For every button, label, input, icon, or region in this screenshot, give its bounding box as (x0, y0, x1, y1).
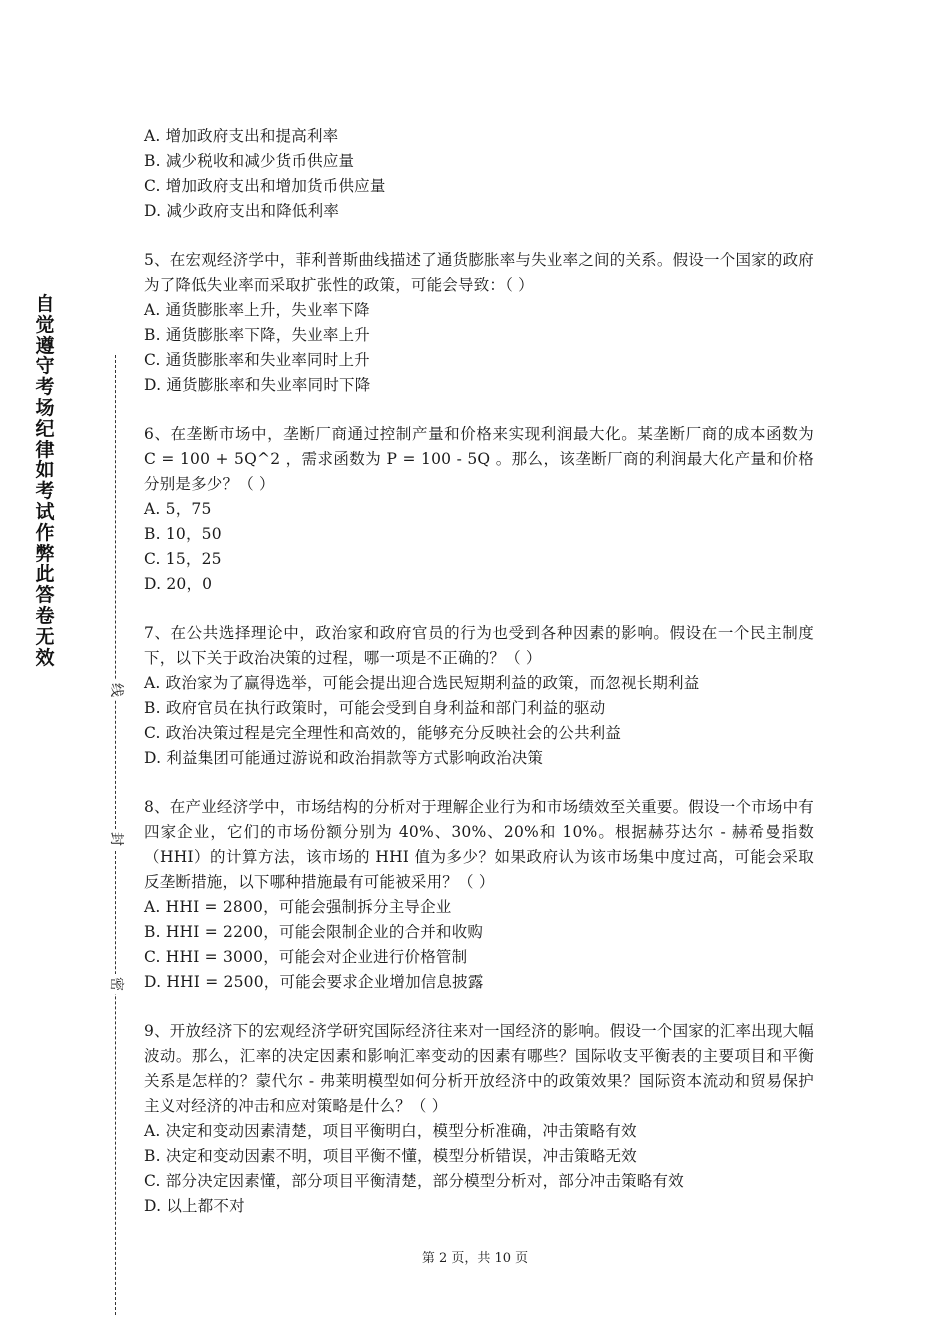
question-content (144, 124, 814, 1219)
option-item: C. 部分决定因素懂，部分项目平衡清楚，部分模型分析对，部分冲击策略有效 (144, 1172, 684, 1190)
question-4-options (144, 124, 814, 224)
question-5 (144, 248, 814, 398)
option-item: B. 决定和变动因素不明，项目平衡不懂，模型分析错误，冲击策略无效 (144, 1147, 637, 1165)
question-9 (144, 1019, 814, 1219)
option-item: A. 5，75 (144, 500, 212, 518)
question-options (144, 671, 814, 771)
option-item: A. 通货膨胀率上升，失业率下降 (144, 301, 370, 319)
exam-discipline-warning: 自觉遵守考场纪律如考试作弊此答卷无效 (35, 293, 55, 669)
option-item: B. 通货膨胀率下降，失业率上升 (144, 326, 370, 344)
option-item: B. HHI = 2200，可能会限制企业的合并和收购 (144, 923, 484, 941)
option-item: B. 10，50 (144, 525, 222, 543)
question-options (144, 1119, 814, 1219)
option-item: A. 决定和变动因素清楚，项目平衡明白，模型分析准确，冲击策略有效 (144, 1122, 637, 1140)
seal-mark-secret: 密 (106, 974, 126, 994)
question-text: 5、在宏观经济学中，菲利普斯曲线描述了通货膨胀率与失业率之间的关系。假设一个国家的政府为了降低失业率而采取扩张性的政策，可能会导致：（ ） (144, 251, 814, 294)
question-text: 8、在产业经济学中，市场结构的分析对于理解企业行为和市场绩效至关重要。假设一个市场中有四家企业，它们的市场份额分别为 40%、30%、20%和 10%。根据赫芬达尔 - 赫希曼指数（HHI）的计算方法，该市场的 HHI 值为多少？如果政府认为该市场集中度过高，可能会采取反垄断措施，以下哪种措施最有可能被采用？（ ） (144, 798, 814, 891)
option-item: C. 15，25 (144, 550, 222, 568)
option-item: B. 减少税收和减少货币供应量 (144, 152, 355, 170)
option-item: C. 通货膨胀率和失业率同时上升 (144, 351, 370, 369)
question-text: 9、开放经济下的宏观经济学研究国际经济往来对一国经济的影响。假设一个国家的汇率出现大幅波动。那么，汇率的决定因素和影响汇率变动的因素有哪些？国际收支平衡表的主要项目和平衡关系是怎样的？蒙代尔 - 弗莱明模型如何分析开放经济中的政策效果？国际资本流动和贸易保护主义对经济的冲击和应对策略是什么？（ ） (144, 1022, 814, 1115)
option-item: A. HHI = 2800，可能会强制拆分主导企业 (144, 898, 452, 916)
page-footer: 第 2 页，共 10 页 (421, 1251, 529, 1266)
option-item: D. 减少政府支出和降低利率 (144, 202, 340, 220)
option-item: A. 政治家为了赢得选举，可能会提出迎合选民短期利益的政策，而忽视长期利益 (144, 674, 700, 692)
question-6 (144, 422, 814, 597)
option-item: D. 通货膨胀率和失业率同时下降 (144, 376, 371, 394)
option-item: D. 利益集团可能通过游说和政治捐款等方式影响政治决策 (144, 749, 544, 767)
question-text: 6、在垄断市场中，垄断厂商通过控制产量和价格来实现利润最大化。某垄断厂商的成本函数为 C = 100 + 5Q^2 ，需求函数为 P = 100 - 5Q 。那么，该垄断厂商的利润最大化产量和价格分别是多少？（ ） (144, 425, 814, 493)
option-item: C. 增加政府支出和增加货币供应量 (144, 177, 386, 195)
seal-mark-line: 线 (106, 680, 126, 700)
option-item: B. 政府官员在执行政策时，可能会受到自身利益和部门利益的驱动 (144, 699, 606, 717)
option-item: C. HHI = 3000，可能会对企业进行价格管制 (144, 948, 468, 966)
option-item: D. 以上都不对 (144, 1197, 245, 1215)
seal-mark-seal: 封 (106, 829, 126, 849)
option-item: A. 增加政府支出和提高利率 (144, 127, 339, 145)
question-options (144, 895, 814, 995)
question-8 (144, 795, 814, 995)
option-item: D. HHI = 2500，可能会要求企业增加信息披露 (144, 973, 484, 991)
question-text: 7、在公共选择理论中，政治家和政府官员的行为也受到各种因素的影响。假设在一个民主制度下，以下关于政治决策的过程，哪一项是不正确的？（ ） (144, 624, 814, 667)
question-options (144, 497, 814, 597)
option-item: C. 政治决策过程是完全理性和高效的，能够充分反映社会的公共利益 (144, 724, 622, 742)
question-options (144, 298, 814, 398)
option-item: D. 20，0 (144, 575, 213, 593)
question-7 (144, 621, 814, 771)
